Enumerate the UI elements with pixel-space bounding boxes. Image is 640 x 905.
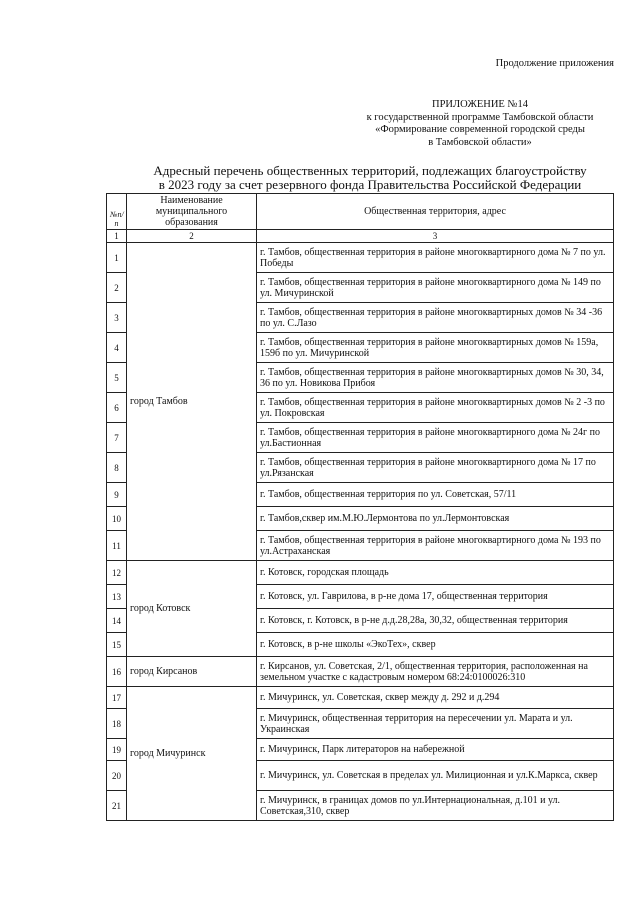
territory-address: г. Мичуринск, общественная территория на пересечении ул. Марата и ул. Украинская (257, 709, 614, 739)
row-number: 4 (107, 333, 127, 363)
appendix-block (350, 99, 610, 149)
territory-address: г. Тамбов, общественная территория в районе многоквартирного дома № 193 по ул.Астраханская (257, 531, 614, 561)
column-header-territory: Общественная территория, адрес (257, 194, 614, 230)
row-number: 10 (107, 507, 127, 531)
territory-address: г. Тамбов, общественная территория по ул. Советская, 57/11 (257, 483, 614, 507)
row-number: 20 (107, 761, 127, 791)
row-number: 12 (107, 561, 127, 585)
municipality-cell: город Котовск (127, 561, 257, 657)
continuation-note: Продолжение приложения (495, 58, 614, 69)
row-number: 11 (107, 531, 127, 561)
territory-address: г. Тамбов,сквер им.М.Ю.Лермонтова по ул.Лермонтовская (257, 507, 614, 531)
document-title (110, 164, 630, 192)
row-number: 2 (107, 273, 127, 303)
territory-address: г. Тамбов, общественная территория в районе многоквартирных домов № 34 -36 по ул. С.Лазо (257, 303, 614, 333)
territory-address: г. Котовск, ул. Гаврилова, в р-не дома 17, общественная территория (257, 585, 614, 609)
municipality-cell: город Мичуринск (127, 687, 257, 821)
territory-address: г. Тамбов, общественная территория в районе многоквартирного дома № 24г по ул.Бастионная (257, 423, 614, 453)
municipality-cell: город Кирсанов (127, 657, 257, 687)
row-number: 19 (107, 739, 127, 761)
row-number: 7 (107, 423, 127, 453)
title-line: Адресный перечень общественных территорий, подлежащих благоустройству (153, 163, 587, 178)
territory-address: г. Кирсанов, ул. Советская, 2/1, общественная территория, расположенная на земельном участке с кадастровым номером 68:24:0100026:310 (257, 657, 614, 687)
territory-address: г. Мичуринск, Парк литераторов на набережной (257, 739, 614, 761)
row-number: 1 (107, 243, 127, 273)
appendix-line: «Формирование современной городской среды (375, 124, 585, 135)
row-number: 16 (107, 657, 127, 687)
territory-address: г. Тамбов, общественная территория в районе многоквартирного дома № 17 по ул.Рязанская (257, 453, 614, 483)
territory-address: г. Тамбов, общественная территория в районе многоквартирных домов № 2 -3 по ул. Покровская (257, 393, 614, 423)
territories-table (106, 193, 614, 821)
column-header-municipality: Наименование муниципального образования (127, 194, 257, 230)
row-number: 8 (107, 453, 127, 483)
territory-address: г. Мичуринск, в границах домов по ул.Интернациональная, д.101 и ул. Советская,310, сквер (257, 791, 614, 821)
row-number: 14 (107, 609, 127, 633)
row-number: 13 (107, 585, 127, 609)
row-number: 9 (107, 483, 127, 507)
table-row (107, 687, 614, 709)
row-number: 18 (107, 709, 127, 739)
territory-address: г. Тамбов, общественная территория в районе многоквартирного дома № 7 по ул. Победы (257, 243, 614, 273)
row-number: 6 (107, 393, 127, 423)
table-row (107, 561, 614, 585)
row-number: 15 (107, 633, 127, 657)
column-index: 2 (127, 230, 257, 243)
appendix-line: в Тамбовской области» (428, 136, 532, 148)
table-row (107, 657, 614, 687)
row-number: 3 (107, 303, 127, 333)
appendix-line: ПРИЛОЖЕНИЕ №14 (432, 99, 528, 110)
municipality-cell: город Тамбов (127, 243, 257, 561)
territory-address: г. Котовск, в р-не школы «ЭкоТех», сквер (257, 633, 614, 657)
column-index: 3 (257, 230, 614, 243)
territory-address: г. Котовск, городская площадь (257, 561, 614, 585)
row-number: 5 (107, 363, 127, 393)
table-row (107, 243, 614, 273)
column-index-row (107, 230, 614, 243)
row-number: 21 (107, 791, 127, 821)
title-line: в 2023 году за счет резервного фонда Правительства Российской Федерации (158, 177, 582, 192)
column-header-number: №п/п (107, 194, 127, 230)
territory-address: г. Котовск, г. Котовск, в р-не д.д.28,28а, 30,32, общественная территория (257, 609, 614, 633)
territory-address: г. Тамбов, общественная территория в районе многоквартирных домов № 30, 34, 36 по ул. Новикова Прибоя (257, 363, 614, 393)
territory-address: г. Мичуринск, ул. Советская в пределах ул. Милиционная и ул.К.Маркса, сквер (257, 761, 614, 791)
territory-address: г. Тамбов, общественная территория в районе многоквартирных домов № 159а, 159б по ул. Мичуринской (257, 333, 614, 363)
territory-address: г. Тамбов, общественная территория в районе многоквартирного дома № 149 по ул. Мичуринской (257, 273, 614, 303)
row-number: 17 (107, 687, 127, 709)
header-row (107, 194, 614, 230)
territory-address: г. Мичуринск, ул. Советская, сквер между д. 292 и д.294 (257, 687, 614, 709)
appendix-line: к государственной программе Тамбовской области (366, 111, 594, 123)
column-index: 1 (107, 230, 127, 243)
